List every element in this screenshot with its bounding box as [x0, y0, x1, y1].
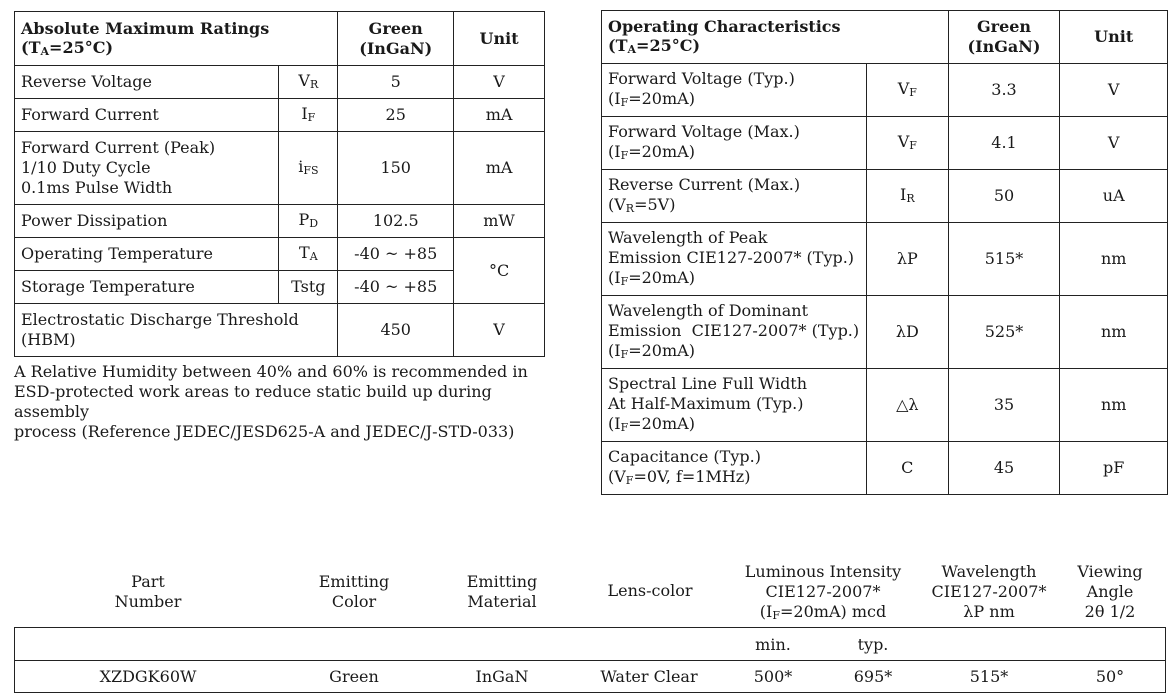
unit: V — [1060, 117, 1168, 170]
table-row — [602, 369, 1168, 442]
unit: °C — [454, 238, 545, 304]
param-label: Forward Current (Peak) 1/10 Duty Cycle 0.1ms Pulse Width — [15, 132, 279, 205]
esd-note: A Relative Humidity between 40% and 60% is recommended in ESD-protected work areas to reduce static build up during assembly process (Reference JEDEC/JESD625-A and JEDEC/J-STD-033) — [14, 362, 528, 441]
value: 515* — [948, 223, 1060, 296]
part-number-header: Part Number — [114, 572, 182, 611]
table-row — [15, 132, 545, 205]
table-row — [15, 99, 545, 132]
table-row — [602, 117, 1168, 170]
param-label: Forward Current — [15, 99, 279, 132]
absolute-maximum-ratings-table — [14, 11, 545, 357]
param-label: Forward Voltage (Typ.) (IF=20mA) — [602, 64, 867, 117]
part-number: XZDGK60W — [99, 667, 197, 686]
table-row — [15, 238, 545, 271]
value: 5 — [338, 66, 454, 99]
lum-typ-label: typ. — [857, 635, 889, 654]
symbol: λD — [866, 296, 948, 369]
lum-min-value: 500* — [753, 667, 793, 686]
amr-title: Absolute Maximum Ratings — [21, 18, 270, 38]
value: 150 — [338, 132, 454, 205]
param-label: Reverse Current (Max.) (VR=5V) — [602, 170, 867, 223]
amr-condition: (TA=25°C) — [21, 37, 114, 58]
oc-title-cell — [602, 11, 949, 64]
value: 50 — [948, 170, 1060, 223]
unit: nm — [1060, 223, 1168, 296]
viewing-angle-value: 50° — [1095, 667, 1125, 686]
param-label: Power Dissipation — [15, 205, 279, 238]
oc-unit-header: Unit — [1060, 11, 1168, 64]
table-row — [602, 170, 1168, 223]
part-table-divider — [14, 660, 1166, 661]
value: 525* — [948, 296, 1060, 369]
table-row — [15, 304, 545, 357]
table-row — [602, 223, 1168, 296]
unit: nm — [1060, 369, 1168, 442]
amr-title-cell — [15, 12, 338, 66]
value: 45 — [948, 442, 1060, 495]
value: -40 ~ +85 — [338, 271, 454, 304]
symbol: PD — [279, 205, 338, 238]
param-label: Storage Temperature — [15, 271, 279, 304]
table-row — [602, 296, 1168, 369]
symbol: λP — [866, 223, 948, 296]
unit: mA — [454, 132, 545, 205]
param-label: Spectral Line Full Width At Half-Maximum (Typ.) (IF=20mA) — [602, 369, 867, 442]
emitting-color-header: Emitting Color — [318, 572, 390, 611]
value: 102.5 — [338, 205, 454, 238]
symbol: VF — [866, 117, 948, 170]
emitting-material: InGaN — [475, 667, 529, 686]
value: 450 — [338, 304, 454, 357]
lum-typ-value: 695* — [853, 667, 893, 686]
oc-title: Operating Characteristics — [608, 17, 841, 36]
unit: nm — [1060, 296, 1168, 369]
param-label: Electrostatic Discharge Threshold (HBM) — [15, 304, 338, 357]
luminous-intensity-header: Luminous Intensity CIE127-2007* (IF=20mA) mcd — [744, 562, 902, 622]
symbol: IR — [866, 170, 948, 223]
unit: pF — [1060, 442, 1168, 495]
table-row — [15, 66, 545, 99]
value: -40 ~ +85 — [338, 238, 454, 271]
symbol: VR — [279, 66, 338, 99]
table-row — [602, 442, 1168, 495]
symbol: iFS — [279, 132, 338, 205]
unit: uA — [1060, 170, 1168, 223]
emitting-material-header: Emitting Material — [466, 572, 538, 611]
param-label: Wavelength of Dominant Emission CIE127-2007* (Typ.) (IF=20mA) — [602, 296, 867, 369]
symbol: IF — [279, 99, 338, 132]
emitting-color: Green — [329, 667, 379, 686]
lens-color-header: Lens-color — [607, 581, 693, 600]
param-label: Capacitance (Typ.) (VF=0V, f=1MHz) — [602, 442, 867, 495]
param-label: Forward Voltage (Max.) (IF=20mA) — [602, 117, 867, 170]
param-label: Wavelength of Peak Emission CIE127-2007* (Typ.) (IF=20mA) — [602, 223, 867, 296]
unit: V — [1060, 64, 1168, 117]
oc-device-header: Green (InGaN) — [948, 11, 1060, 64]
param-label: Reverse Voltage — [15, 66, 279, 99]
value: 25 — [338, 99, 454, 132]
table-row — [15, 205, 545, 238]
value: 35 — [948, 369, 1060, 442]
wavelength-header: Wavelength CIE127-2007* λP nm — [931, 562, 1047, 621]
unit: mA — [454, 99, 545, 132]
symbol: △λ — [866, 369, 948, 442]
param-label: Operating Temperature — [15, 238, 279, 271]
value: 3.3 — [948, 64, 1060, 117]
value: 4.1 — [948, 117, 1060, 170]
viewing-angle-header: Viewing Angle 2θ 1/2 — [1077, 562, 1143, 621]
lum-min-label: min. — [755, 635, 791, 654]
unit: V — [454, 304, 545, 357]
unit: V — [454, 66, 545, 99]
unit: mW — [454, 205, 545, 238]
symbol: VF — [866, 64, 948, 117]
operating-characteristics-table — [601, 10, 1168, 495]
symbol: C — [866, 442, 948, 495]
symbol: Tstg — [279, 271, 338, 304]
symbol: TA — [279, 238, 338, 271]
table-row — [602, 64, 1168, 117]
lens-color: Water Clear — [600, 667, 698, 686]
wavelength-value: 515* — [969, 667, 1009, 686]
amr-device-header: Green (InGaN) — [338, 12, 454, 66]
oc-condition: (TA=25°C) — [608, 36, 701, 56]
amr-unit-header: Unit — [454, 12, 545, 66]
